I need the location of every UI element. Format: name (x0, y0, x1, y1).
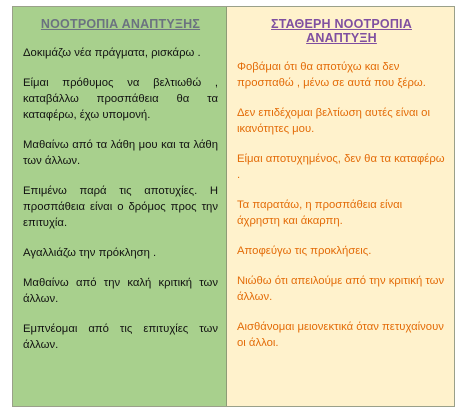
comparison-table (12, 6, 455, 407)
fixed-item: Τα παρατάω, η προσπάθεια είναι άχρηστη και άκαρπη. (237, 199, 403, 227)
growth-mindset-column (13, 7, 227, 406)
growth-mindset-heading: ΝΟΟΤΡΟΠΙΑ ΑΝΑΠΤΥΞΗΣ (40, 17, 201, 31)
fixed-item: Νιώθω ότι απειλούμε από την κριτική των άλλων. (237, 275, 445, 303)
fixed-item: Φοβάμαι ότι θα αποτύχω και δεν προσπαθώ , μένω σε αυτά που ξέρω. (237, 61, 426, 89)
fixed-item: Αισθάνομαι μειονεκτικά όταν πετυχαίνουν οι άλλοι. (237, 321, 444, 349)
growth-item: Επιμένω παρά τις αποτυχίες. Η προσπάθεια είναι ο δρόμος προς την επιτυχία. (23, 185, 218, 229)
fixed-item: Είμαι αποτυχημένος, δεν θα τα καταφέρω . (237, 153, 445, 181)
growth-item: Δοκιμάζω νέα πράγματα, ρισκάρω . (23, 47, 201, 59)
fixed-mindset-column (227, 7, 454, 406)
growth-item: Αγαλλιάζω την πρόκληση . (23, 247, 157, 259)
fixed-item: Δεν επιδέχομαι βελτίωση αυτές είναι οι ικανότητες μου. (237, 107, 430, 135)
growth-item: Εμπνέομαι από τις επιτυχίες των άλλων. (23, 323, 218, 351)
growth-item: Μαθαίνω από την καλή κριτική των άλλων. (23, 277, 218, 305)
fixed-mindset-heading: ΣΤΑΘΕΡΗ ΝΟΟΤΡΟΠΙΑ ΑΝΑΠΤΥΞΗ (271, 17, 412, 45)
fixed-item: Αποφεύγω τις προκλήσεις. (237, 245, 372, 257)
growth-item: Είμαι πρόθυμος να βελτιωθώ , καταβάλλω προσπάθεια θα τα καταφέρω, έχω υπομονή. (23, 77, 218, 121)
growth-item: Μαθαίνω από τα λάθη μου και τα λάθη των άλλων. (23, 139, 218, 167)
